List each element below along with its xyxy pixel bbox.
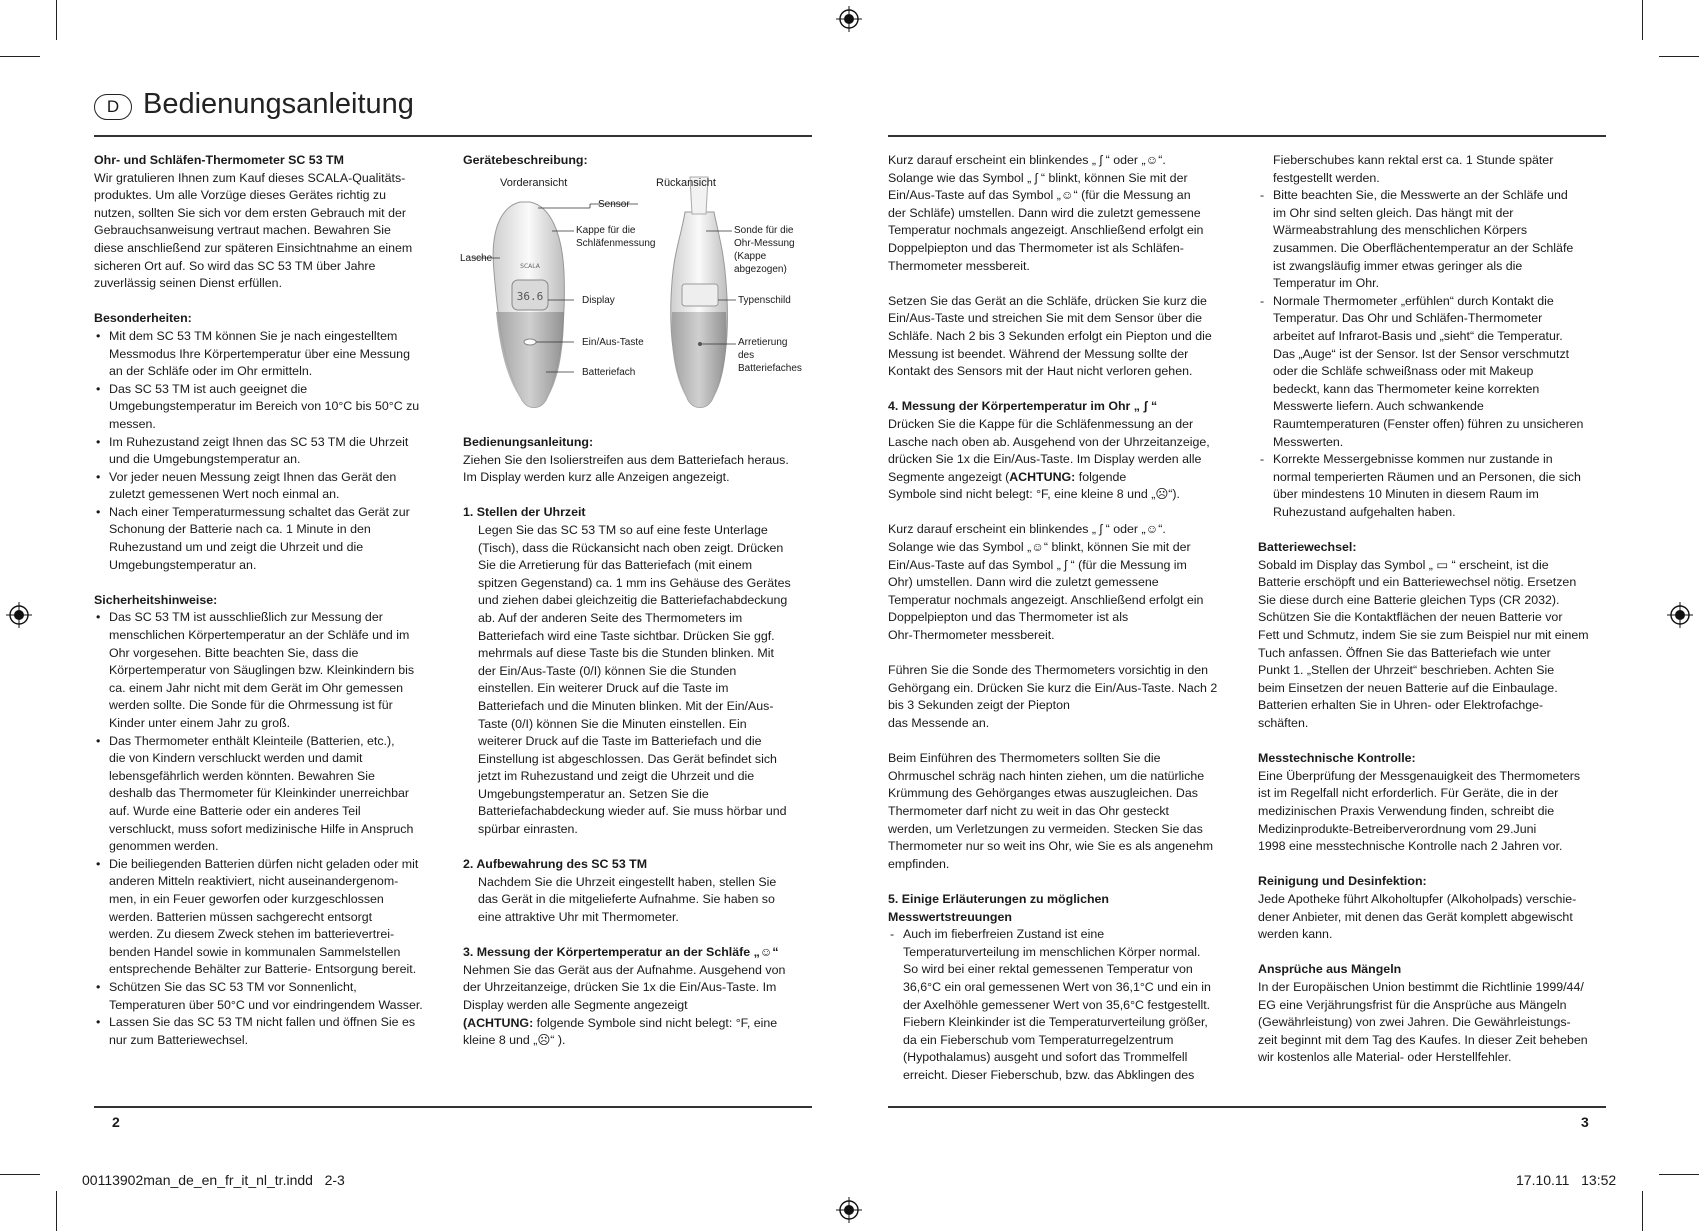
- cleaning-text: [1258, 891, 1610, 944]
- text-line: In der Europäischen Union bestimmt die Richtlinie 1999/44/: [1258, 979, 1584, 994]
- text-line: Ziehen Sie den Isolierstreifen aus dem Batteriefach heraus.: [463, 452, 789, 467]
- print-timestamp: [1516, 1172, 1616, 1188]
- text-line: • Mit dem SC 53 TM können Sie je nach eingestelltem: [94, 328, 444, 346]
- ear-insert-text: [888, 750, 1238, 873]
- text-line: • Das SC 53 TM ist auch geeignet die: [94, 381, 444, 399]
- text-line: So wird bei einer rektal gemessenen Temperatur von: [903, 962, 1193, 977]
- text-line: zuletzt gemessenen Wert noch einmal an.: [109, 487, 340, 502]
- ear-mode-text: [888, 521, 1238, 644]
- text-line: Messwerten.: [1273, 434, 1344, 449]
- text-line: Doppelpiepton und das Thermometer ist als Schläfen-: [888, 240, 1184, 255]
- display-readout: 36.6: [516, 290, 544, 303]
- text-line: Führen Sie die Sonde des Thermometers vorsichtig in den: [888, 663, 1209, 678]
- text-line: ca. einem Jahr nicht mit dem Gerät im Ohr gemessen: [109, 680, 404, 695]
- text-line: Ohr vorgesehen. Bitte beachten Sie, dass die: [109, 645, 359, 660]
- text-line: da ein Fieberschub vom Temperaturregelzentrum: [903, 1032, 1174, 1047]
- text-line: - Bitte beachten Sie, die Messwerte an der Schläfe und: [1258, 187, 1610, 205]
- text-line: verschluckt, muss sofort medizinische Hilfe in Anspruch: [109, 821, 414, 836]
- ear-measure-text: [888, 662, 1238, 732]
- text-line: • Schützen Sie das SC 53 TM vor Sonnenlicht,: [94, 979, 444, 997]
- section-3-text: [463, 962, 818, 1015]
- text-line: deshalb das Thermometer für Kleinkinder unerreichbar: [109, 786, 410, 801]
- text-line: das Gerät in die mitgelieferte Aufnahme. Sie haben so: [478, 892, 775, 907]
- text-line: über mindestens 10 Minuten in diesem Raum im: [1273, 487, 1539, 502]
- column-right-2: [1258, 152, 1610, 1067]
- text-line: Schützen Sie die Kontaktflächen der neuen Batterie vor: [1258, 610, 1563, 625]
- text-line: lebensgefährlich werden könnten. Bewahren Sie: [109, 768, 375, 783]
- section-2-heading: 2. Aufbewahrung des SC 53 TM: [463, 857, 648, 872]
- features-heading: Besonderheiten:: [94, 311, 192, 326]
- text-line: Schläfe. Nach 2 bis 3 Sekunden erfolgt ein Piepton und die: [888, 328, 1212, 343]
- list-item: [94, 979, 444, 1014]
- list-item: [94, 733, 444, 856]
- label-cap: Kappe für die Schläfenmessung: [576, 225, 656, 249]
- text-line: Thermometer darf nicht zu weit in das Ohr gesteckt: [888, 803, 1169, 818]
- note-3: [1258, 451, 1610, 521]
- text-line: Ruhezustand aufgehalten haben.: [1273, 504, 1456, 519]
- text-line: Fett und Schmutz, indem Sie sie zum Beispiel nur mit einem: [1258, 628, 1589, 643]
- text-line: messen.: [109, 416, 156, 431]
- column-middle-text: [463, 434, 818, 1050]
- text-line: der Schläfe) umstellen. Dann wird die zuletzt gemessene: [888, 205, 1201, 220]
- text-line: - Auch im fieberfreien Zustand ist eine: [888, 926, 1238, 944]
- section-3-attention: (ACHTUNG: folgende Symbole sind nicht belegt: °F, eine: [463, 1015, 778, 1030]
- text-line: Jede Apotheke führt Alkoholtupfer (Alkoholpads) verschie-: [1258, 891, 1577, 906]
- page-title: Bedienungsanleitung: [143, 88, 414, 120]
- text-line: Ein/Aus-Taste auf das Symbol „ ʃ “ (für die Messung im: [888, 557, 1187, 572]
- text-line: an der Schläfe oder im Ohr ermitteln.: [109, 364, 313, 379]
- text-line: Temperaturen über 50°C und vor eindringendem Wasser.: [109, 997, 423, 1012]
- text-line: bis 3 Sekunden zeigt der Piepton: [888, 698, 1070, 713]
- text-line: medizinischen Praxis Verwendung finden, schreibt die: [1258, 803, 1555, 818]
- text-line: (Gewährleistung) von zwei Jahren. Die Gewährleistungs-: [1258, 1015, 1571, 1030]
- text-line: Wärmeabstrahlung des menschlichen Körpers: [1273, 223, 1528, 238]
- text-line: • Das Thermometer enthält Kleinteile (Batterien, etc.),: [94, 733, 444, 751]
- text-line: Solange wie das Symbol „ ʃ “ blinkt, können Sie mit der: [888, 170, 1188, 185]
- language-badge: D: [94, 94, 132, 120]
- section-5-list: [888, 926, 1238, 1084]
- text-line: Ohrmuschel schräg nach hinten ziehen, um die natürliche: [888, 768, 1205, 783]
- text-line: der Uhrzeitanzeige, drücken Sie 1x die Ein/Aus-Taste. Im: [463, 980, 777, 995]
- text-line: Fiebern Kleinkinder ist die Temperaturverteilung größer,: [903, 1015, 1208, 1030]
- text-line: - Korrekte Messergebnisse kommen nur zustande in: [1258, 451, 1610, 469]
- control-heading: Messtechnische Kontrolle:: [1258, 751, 1416, 766]
- text-line: sicheren Ort auf. So wird das SC 53 TM über Jahre: [94, 258, 376, 273]
- device-diagram: [460, 172, 820, 412]
- text-line: Ohr) umstellen. Dann wird die zuletzt gemessene: [888, 575, 1159, 590]
- safety-list: [94, 609, 444, 1049]
- text-line: zusammen. Die Oberflächentemperatur an der Schläfe: [1273, 240, 1574, 255]
- text-line: mehrmals auf diese Taste bis die Stunden blinken. Mit: [478, 646, 774, 661]
- text-line: nutzen, sollten Sie sich vor dem ersten Gebrauch mit der: [94, 205, 406, 220]
- text-line: Umgebungstemperatur an.: [109, 557, 257, 572]
- text-line: Ohr-Thermometer messbereit.: [888, 628, 1055, 643]
- text-line: men, in ein Feuer geworfen oder kurzgeschlossen: [109, 891, 384, 906]
- text-line: Fieberschubes kann rektal erst ca. 1 Stunde später: [1273, 153, 1554, 167]
- list-item: [94, 381, 444, 434]
- text-line: Thermometer nur so weit ins Ohr, wie Sie es als angenehm: [888, 839, 1214, 854]
- section-2-text: [463, 874, 818, 927]
- text-line: Beim Einführen des Thermometers sollten Sie die: [888, 751, 1161, 766]
- text-line: Ein/Aus-Taste und streichen Sie mit dem Sensor über die: [888, 311, 1203, 326]
- text-line: • Lassen Sie das SC 53 TM nicht fallen und öffnen Sie es: [94, 1014, 444, 1032]
- text-line: • Im Ruhezustand zeigt Ihnen das SC 53 TM die Uhrzeit: [94, 434, 444, 452]
- control-text: [1258, 768, 1610, 856]
- print-date: 17.10.11: [1516, 1172, 1570, 1188]
- text-line: • Vor jeder neuen Messung zeigt Ihnen das Gerät den: [94, 469, 444, 487]
- cleaning-heading: Reinigung und Desinfektion:: [1258, 874, 1427, 889]
- label-sensor: Sensor: [598, 199, 630, 210]
- text-line: Sie die Arretierung für das Batteriefach (mit einem: [478, 558, 753, 573]
- text-line: Punkt 1. „Stellen der Uhrzeit“ beschrieben. Achten Sie: [1258, 663, 1555, 678]
- text-line: Batteriefach wird eine Taste sichtbar. Drücken Sie ggf.: [478, 628, 775, 643]
- section-5-heading: 5. Einige Erläuterungen zu möglichen: [888, 891, 1109, 906]
- text-line: zeit beginnt mit dem Tag des Kaufes. In dieser Zeit beheben: [1258, 1032, 1588, 1047]
- text-line: Umgebungstemperatur im Bereich von 10°C bis 50°C zu: [109, 399, 420, 414]
- text-line: Messung ist beendet. Während der Messung sollte der: [888, 346, 1189, 361]
- continued-text: [1258, 152, 1610, 187]
- text-line: Doppelpiepton und das Thermometer ist als: [888, 610, 1129, 625]
- section-5-heading-2: Messwertstreuungen: [888, 909, 1012, 924]
- text-line: Temperaturverteilung im menschlichen Körper normal.: [903, 944, 1201, 959]
- text-line: die von Kindern verschluckt werden und damit: [109, 751, 363, 766]
- column-left: [94, 152, 444, 1049]
- text-line: - Normale Thermometer „erfühlen“ durch Kontakt die: [1258, 293, 1610, 311]
- operation-heading: Bedienungsanleitung:: [463, 435, 594, 449]
- text-line: spürbar einrasten.: [478, 822, 578, 837]
- text-line: Gehörgang ein. Drücken Sie kurz die Ein/Aus-Taste. Nach 2: [888, 680, 1218, 695]
- text-line: oder die Schläfe schweißnass oder mit Makeup: [1273, 364, 1534, 379]
- text-line: Solange wie das Symbol „☺“ blinkt, können Sie mit der: [888, 540, 1191, 555]
- page-number-right: 3: [1581, 1114, 1589, 1130]
- claims-heading: Ansprüche aus Mängeln: [1258, 962, 1402, 977]
- text-line: ab. Auf der anderen Seite des Thermometers im: [478, 610, 743, 625]
- thermometer-illustration: [460, 172, 820, 412]
- text-line: schäften.: [1258, 716, 1309, 730]
- text-line: Sie diese durch eine Batterie gleichen Typs (CR 2032).: [1258, 592, 1560, 607]
- text-line: Krümmung des Gehörganges etwas auszugleichen. Das: [888, 786, 1198, 801]
- text-line: Batteriefachabdeckung wieder auf. Sie muss hörbar und: [478, 804, 787, 819]
- header-rule-left: [94, 135, 812, 137]
- text-line: Batterien erhalten Sie in Uhren- oder Elektrofachge-: [1258, 698, 1544, 713]
- text-line: Lasche nach oben ab. Ausgehend von der Uhrzeitanzeige,: [888, 434, 1210, 449]
- text-line: • Das SC 53 TM ist ausschließlich zur Messung der: [94, 609, 444, 627]
- text-line: normal temperierten Räumen und an Personen, die sich: [1273, 469, 1581, 484]
- text-line: ist im Regelfall nicht erforderlich. Für Geräte, die in der: [1258, 786, 1559, 801]
- list-item: [94, 504, 444, 574]
- text-line: Kurz darauf erscheint ein blinkendes „ ʃ “ oder „☺“.: [888, 153, 1166, 167]
- section-3-heading: 3. Messung der Körpertemperatur an der Schläfe „☺“: [463, 945, 779, 960]
- list-item: [94, 328, 444, 381]
- text-line: menschlichen Körpertemperatur an der Schläfe und im: [109, 628, 410, 643]
- print-time: 13:52: [1581, 1172, 1617, 1188]
- text-line: jetzt im Ruhezustand und zeigt die Uhrzeit und die: [478, 769, 755, 784]
- text-line: benden Handel sowie in kommunalen Sammelstellen: [109, 944, 401, 959]
- text-line: Kurz darauf erscheint ein blinkendes „ ʃ “ oder „☺“.: [888, 522, 1166, 537]
- temple-mode-text: [888, 152, 1238, 275]
- text-line: Wir gratulieren Ihnen zum Kauf dieses SCALA-Qualitäts-: [94, 170, 406, 185]
- registration-mark-right: [1667, 602, 1693, 628]
- text-line: Legen Sie das SC 53 TM so auf eine feste Unterlage: [478, 522, 768, 537]
- section-4-heading: 4. Messung der Körpertemperatur im Ohr „ ʃ “: [888, 399, 1158, 414]
- footer-rule-left: [94, 1106, 812, 1108]
- text-line: Temperatur im Ohr.: [1273, 276, 1380, 291]
- features-list: [94, 328, 444, 574]
- text-line: Raumtemperaturen (Fenster offen) führen zu unsicheren: [1273, 416, 1584, 431]
- list-item: [94, 1014, 444, 1049]
- label-lock: Arretierung des Batteriefaches: [738, 337, 802, 374]
- text-line: der Ein/Aus-Taste (0/I) können Sie die Stunden: [478, 663, 737, 678]
- intro-text: [94, 170, 444, 293]
- text-line: anderen Mitteln reaktiviert, nicht auseinandergenom-: [109, 874, 399, 889]
- label-back: Rückansicht: [656, 177, 716, 189]
- text-line: bedeckt, kann das Thermometer keine korrekten: [1273, 381, 1540, 396]
- text-line: Batteriefach und die Minuten blinken. Mit der Ein/Aus-: [478, 698, 774, 713]
- text-line: dener Anbieter, mit denen das Gerät komplett abgewischt: [1258, 909, 1573, 924]
- text-line: einstellen. Ein weiterer Druck auf die Taste im: [478, 681, 729, 696]
- registration-mark-bottom: [836, 1197, 862, 1223]
- text-line: Sobald im Display das Symbol „ ▭ “ erscheint, ist die: [1258, 557, 1549, 572]
- battery-heading: Batteriewechsel:: [1258, 540, 1357, 555]
- column-middle: [463, 152, 818, 170]
- text-line: und ziehen dabei gleichzeitig die Batteriefachabdeckung: [478, 593, 788, 608]
- text-line: Kontakt des Sensors mit der Haut nicht verloren gehen.: [888, 364, 1193, 379]
- text-line: werden sollte. Die Sonde für die Ohrmessung ist für: [109, 698, 393, 713]
- text-line: weiterer Druck auf die Taste im Batteriefach und die: [478, 734, 762, 749]
- text-line: erreicht. Dieser Fieberschub, bzw. das Abklingen des: [903, 1067, 1195, 1082]
- text-line: • Die beiliegenden Batterien dürfen nicht geladen oder mit: [94, 856, 444, 874]
- text-line: Im Display werden kurz alle Anzeigen angezeigt.: [463, 470, 730, 485]
- text-line: der Axelhöhle gemessener Wert von 35,6°C festgestellt.: [903, 997, 1211, 1012]
- label-onoff: Ein/Aus-Taste: [582, 337, 644, 348]
- text-line: genommen werden.: [109, 839, 219, 854]
- section-4-text: [888, 416, 1238, 469]
- text-line: Taste (0/I) können Sie die Minuten einstellen. Ein: [478, 716, 747, 731]
- text-line: Setzen Sie das Gerät an die Schläfe, drücken Sie kurz die: [888, 293, 1207, 308]
- section-4-last: Symbole sind nicht belegt: °F, eine kleine 8 und „☹“).: [888, 487, 1180, 502]
- label-lasche: Lasche: [460, 253, 493, 264]
- text-line: ist zwangsläufig immer etwas geringer als die: [1273, 258, 1523, 273]
- text-line: nur zum Batteriewechsel.: [109, 1032, 249, 1047]
- text-line: beim Einsetzen der neuen Batterie auf die Einbaulage.: [1258, 680, 1558, 695]
- text-line: werden, um Verletzungen zu vermeiden. Stecken Sie das: [888, 821, 1203, 836]
- text-line: spitzen Gegenstand) ca. 1 mm ins Gehäuse des Gerätes: [478, 575, 791, 590]
- list-item: [94, 469, 444, 504]
- list-item: [94, 434, 444, 469]
- text-line: werden. Zu diesem Zweck stehen im batterievertrei-: [109, 927, 395, 942]
- text-line: (Tisch), dass die Rückansicht nach oben zeigt. Drücken: [478, 540, 784, 555]
- text-line: Thermometer messbereit.: [888, 258, 1030, 273]
- text-line: auf. Wurde eine Batterie oder ein anderes Teil: [109, 803, 361, 818]
- text-line: Temperatur nochmals angezeigt. Anschließend erfolgt ein: [888, 592, 1204, 607]
- list-item: [94, 609, 444, 732]
- text-line: Eine Überprüfung der Messgenauigkeit des Thermometers: [1258, 768, 1581, 783]
- note-1: [1258, 187, 1610, 293]
- label-probe: Sonde für die Ohr-Messung (Kappe abgezogen): [734, 225, 795, 275]
- battery-text: [1258, 557, 1610, 733]
- registration-mark-top: [836, 6, 862, 32]
- text-line: drücken Sie 1x die Ein/Aus-Taste. Im Display werden alle: [888, 452, 1202, 467]
- column-right-1: [888, 152, 1238, 1084]
- text-line: entsprechende Behälter zur Batterie- Entsorgung bereit.: [109, 962, 417, 977]
- text-line: werden kann.: [1258, 927, 1333, 942]
- text-line: arbeitet auf Infrarot-Basis und „sieht“ die Temperatur.: [1273, 328, 1563, 343]
- text-line: Das „Auge“ ist der Sensor. Ist der Sensor verschmutzt: [1273, 346, 1570, 361]
- text-line: wir kostenlos alle Material- oder Herstellfehler.: [1258, 1050, 1512, 1065]
- label-type: Typenschild: [738, 295, 791, 306]
- text-line: Ein/Aus-Taste auf das Symbol „☺“ (für die Messung an: [888, 188, 1191, 203]
- claims-text: [1258, 979, 1610, 1067]
- text-line: Messwerte liefern. Auch schwankende: [1273, 399, 1484, 414]
- list-item: [94, 856, 444, 979]
- text-line: das Messende an.: [888, 716, 990, 730]
- section-3-last: kleine 8 und „☹“ ).: [463, 1033, 566, 1048]
- footer-rule-right: [888, 1106, 1606, 1108]
- text-line: Einstellung ist abgeschlossen. Das Gerät befindet sich: [478, 751, 777, 766]
- page-number-left: 2: [112, 1114, 120, 1130]
- safety-heading: Sicherheitshinweise:: [94, 592, 218, 607]
- label-display: Display: [582, 295, 615, 306]
- note-2: [1258, 293, 1610, 451]
- label-battery: Batteriefach: [582, 367, 636, 378]
- text-line: Display werden alle Segmente angezeigt: [463, 998, 688, 1012]
- text-line: Drücken Sie die Kappe für die Schläfenmessung an der: [888, 416, 1194, 431]
- text-line: festgestellt werden.: [1273, 170, 1380, 185]
- text-line: Tuch anfassen. Öffnen Sie das Batteriefach wie unter: [1258, 645, 1551, 660]
- text-line: (Hypothalamus) ausgeht und sofort das Trommelfell: [903, 1050, 1188, 1065]
- header-rule-right: [888, 135, 1606, 137]
- text-line: zuverlässig seinen Dienst erfüllen.: [94, 276, 283, 291]
- text-line: • Nach einer Temperaturmessung schaltet das Gerät zur: [94, 504, 444, 522]
- text-line: Schonung der Batterie nach ca. 1 Minute in den: [109, 522, 371, 537]
- text-line: Kinder unter einem Jahr zu groß.: [109, 716, 291, 730]
- text-line: empfinden.: [888, 856, 950, 871]
- text-line: Temperatur nochmals angezeigt. Anschließend erfolgt ein: [888, 223, 1204, 238]
- device-heading: Gerätebeschreibung:: [463, 153, 588, 167]
- text-line: und die Umgebungstemperatur an.: [109, 452, 301, 467]
- label-front: Vorderansicht: [500, 177, 568, 189]
- text-line: eine attraktive Uhr mit Thermometer.: [478, 910, 679, 925]
- text-line: Ruhezustand um und zeigt die Uhrzeit und die: [109, 540, 364, 555]
- file-slug: 00113902man_de_en_fr_it_nl_tr.indd 2-3: [82, 1172, 345, 1188]
- registration-mark-left: [6, 602, 32, 628]
- text-line: diese anschließend zur späteren Einsichtnahme an einem: [94, 240, 413, 255]
- text-line: Körpertemperatur von Säuglingen bzw. Kleinkindern bis: [109, 663, 415, 678]
- text-line: Messmodus Ihre Körpertemperatur über eine Messung: [109, 346, 410, 361]
- text-line: im Ohr sind selten gleich. Das hängt mit der: [1273, 205, 1514, 220]
- text-line: werden. Batterien müssen sachgerecht entsorgt: [109, 909, 373, 924]
- text-line: Gebrauchsanweisung vertraut machen. Bewahren Sie: [94, 223, 391, 238]
- section-4-segments: Segmente angezeigt (ACHTUNG: folgende: [888, 469, 1127, 484]
- text-line: Temperatur. Das Ohr und Schläfen-Thermometer: [1273, 311, 1543, 326]
- text-line: Nehmen Sie das Gerät aus der Aufnahme. Ausgehend von: [463, 962, 786, 977]
- text-line: EG eine Verjährungsfrist für die Ansprüche aus Mängeln: [1258, 997, 1567, 1012]
- section-1-heading: 1. Stellen der Uhrzeit: [463, 505, 586, 520]
- text-line: Batterie erschöpft und ein Batteriewechsel nötig. Ersetzen: [1258, 575, 1577, 590]
- text-line: produktes. Um alle Vorzüge dieses Gerätes richtig zu: [94, 188, 387, 203]
- text-line: Nachdem Sie die Uhrzeit eingestellt haben, stellen Sie: [478, 874, 777, 889]
- text-line: Umgebungstemperatur an. Setzen Sie die: [478, 786, 709, 801]
- section-1-text: [463, 522, 818, 839]
- intro-heading: Ohr- und Schläfen-Thermometer SC 53 TM: [94, 153, 344, 167]
- text-line: 36,6°C ein oral gemessenen Wert von 36,1°C und ein in: [903, 979, 1211, 994]
- operation-text: [463, 452, 818, 487]
- text-line: 1998 eine messtechnische Kontrolle nach 2 Jahren vor.: [1258, 839, 1563, 854]
- brand-logo: SCALA: [520, 263, 540, 270]
- temple-measure-text: [888, 293, 1238, 381]
- text-line: Medizinprodukte-Betreiberverordnung vom 29.Juni: [1258, 821, 1537, 836]
